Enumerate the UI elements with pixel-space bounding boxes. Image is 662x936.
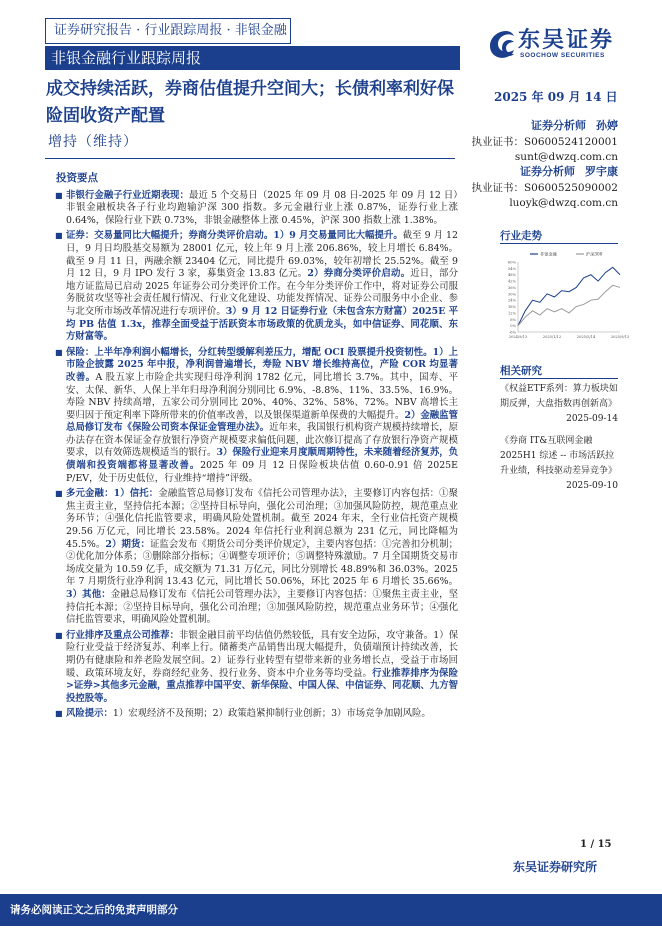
related-date: 2025-09-14: [566, 414, 618, 424]
related-divider: [500, 378, 618, 379]
y-tick-label: 24%: [508, 298, 516, 303]
y-tick-label: 30%: [508, 292, 516, 297]
trend-chart: [500, 248, 630, 348]
related-heading: 相关研究: [500, 365, 542, 377]
report-date: 2025 年 09 月 14 日: [494, 90, 618, 104]
legend-label: 非银金融: [540, 251, 557, 257]
y-tick-label: -6%: [509, 330, 516, 335]
trend-divider: [500, 243, 618, 244]
y-tick-label: 0%: [510, 324, 516, 329]
analyst-name: 孙婷: [596, 119, 618, 132]
analyst-email[interactable]: sunt@dwzq.com.cn: [514, 151, 618, 163]
para-market: ■ 非银行金融子行业近期表现：最近 5 个交易日（2025 年 09 月 08 日-2025 年 09 月 12 日）非银金融板块各子行业均跑输沪深 300 指数。多元金融行业上涨 0.87%，证券行业上涨 0.64%，保险行业下跌 0.73%，非银金融整体上涨 0.45%，沪深 300 指数上涨 1.38%。: [56, 190, 458, 228]
trend-heading: 行业走势: [500, 230, 542, 242]
y-tick-label: 42%: [508, 279, 516, 284]
analyst-license: 执业证书：S0600524120001: [471, 135, 618, 148]
rating: 增持（维持）: [48, 134, 138, 150]
report-tag: 证券研究报告 · 行业跟踪周报 · 非银金融: [45, 18, 291, 44]
analyst-role: 证券分析师: [519, 165, 575, 178]
x-tick-label: 2025/9/13: [610, 335, 630, 339]
report-category: 非银金融行业跟踪周报: [45, 46, 460, 70]
y-tick-label: 6%: [510, 317, 516, 322]
para-securities: ■ 证券：交易量同比大幅提升；券商分类评价启动。1）9 月交易量同比大幅提升。截至 9 月 12 日，9 月日均股基交易额为 28001 亿元，较上年 9 月上涨 206.86%，较上月增长 6.84%。截至 9 月 11 日，两融余额 23404 亿元，同比提升 69.03%，较年初增长 25.52%。截至 9 月 12 日，9 月 IPO 发行 3 家，募集资金 13.83 亿元。2）券商分类评价启动。近日，部分地方证监局已启动 2025 年证券公司分类评价工作。在今年分类评价工作中，将对证券公司服务脱贫攻坚等社会责任履行情况、行业文化建设、功能发挥情况、证券公司服务中小企业、参与北交所市场改革情况进行专项评价。3）9 月 12 日证券行业（未包含东方财富）2025E 平均 PB 估值 1.3x，推荐全面受益于活跃资本市场政策的优质龙头，如中信证券、同花顺、东方财富等。: [56, 230, 458, 343]
y-tick-label: 12%: [508, 311, 516, 316]
analyst-email[interactable]: luoyk@dwzq.com.cn: [509, 197, 618, 209]
para-ranking: ■ 行业排序及重点公司推荐：非银金融目前平均估值仍然较低，具有安全边际，攻守兼备。1）保险行业受益于经济复苏、利率上行。储蓄类产品销售出现大幅提升，负债端预计持续改善，长期仍有健康险和养老险发展空间。2）证券行业转型有望带来新的业务增长点，受益于市场回暖、政策环境友好，券商经纪业务、投行业务、资本中介业务等均受益。行业推荐排序为保险>证券>其他多元金融，重点推荐中国平安、新华保险、中国人保、中信证券、同花顺、九方智投控股等。: [56, 630, 458, 706]
key-points: [56, 172, 458, 724]
analyst-2: [468, 164, 618, 212]
logo-english: SOOCHOW SECURITIES: [520, 52, 605, 59]
related-title[interactable]: 《券商 IT&互联网金融 2025H1 综述 -- 市场活跃拉升业绩，科技驱动差异竞争》: [500, 436, 618, 476]
institute-name: 东吴证券研究所: [513, 860, 598, 874]
y-tick-label: 48%: [508, 273, 516, 278]
related-title[interactable]: 《权益ETF系列：算力板块如期反弹，大盘指数再创新高》: [500, 384, 618, 409]
legend-label: 沪深300: [586, 251, 603, 257]
y-tick-label: 18%: [508, 305, 516, 310]
series-line-nonbank: [518, 267, 620, 325]
x-tick-label: 2025/5/14: [576, 335, 596, 339]
logo-chinese: 东吴证券: [518, 27, 615, 53]
key-points-heading: 投资要点: [56, 172, 98, 184]
para-insurance: ■ 保险：上半年净利润小幅增长，分红转型缓解利差压力，增配 OCI 股票提升投资韧性。1）上市险企披露 2025 年中报，净利润普遍增长，寿险 NBV 增长维持高位，产险 COR 均显著改善。A 股五家上市险企共实现归母净利润 1782 亿元，同比增长 3.7%。其中，国寿、平安、太保、新华、人保上半年归母净利润分别同比 6.9%、-8.8%、11%、33.5%、16.9%。寿险 NBV 持续高增，五家公司分别同比 20%、40%、32%、58%、72%。NBV 高增长主要归因于预定利率下降所带来的价值率改善，以及银保渠道新单保费的大幅提升。2）金融监管总局修订发布《保险公司资本保证金管理办法》。近年来，我国银行机构资产规模持续增长，原办法存在资本保证金存放银行净资产规模要求偏低问题，此次修订提高了存放银行净资产规模要求，以有效筛选规模适当的银行。3）保险行业迎来月度顺周期特性，未来随着经济复苏，负债端和投资端都将显著改善。2025 年 09 月 12 日保险板块估值 0.60-0.91 倍 2025E P/EV，处于历史低位，行业维持“增持”评级。: [56, 347, 458, 486]
related-date: 2025-09-10: [566, 481, 618, 491]
y-tick-label: 60%: [508, 260, 516, 265]
y-tick-label: 36%: [508, 285, 516, 290]
title-divider: [45, 158, 455, 159]
analyst-1: [468, 118, 618, 166]
para-risk: ■ 风险提示：1）宏观经济不及预期；2）政策趋紧抑制行业创新；3）市场竞争加剧风险。: [56, 708, 458, 721]
related-item[interactable]: [500, 382, 618, 427]
report-title: 成交持续活跃，券商估值提升空间大；长债利率利好保险固收资产配置: [46, 79, 454, 126]
disclaimer-footer: 请务必阅读正文之后的免责声明部分: [0, 894, 662, 926]
para-diversified: ■ 多元金融：1）信托：金融监管总局修订发布《信托公司管理办法》，主要修订内容包括：①聚焦主责主业，坚持信托本源；②坚持目标导向，强化公司治理；③加强风险防控，规范重点业务环节；④强化信托监管要求，明确风险处置机制。截至 2024 年末，全行业信托资产规模 29.56 万亿元，同比增长 23.58%。2024 年信托行业利润总额为 231 亿元，同比降幅为 45.5%。2）期货：证监会发布《期货公司分类评价规定》，主要内容包括：①完善扣分机制；②优化加分体系；③删除部分指标；④调整专项评价；⑤调整特殊激励。7 月全国期货交易市场成交量为 10.59 亿手，成交额为 71.31 万亿元，同比分别增长 48.89%和 36.03%。2025 年 7 月期货行业净利润 13.43 亿元，同比增长 50.06%，环比 2025 年 6 月增长 35.66%。3）其他：金融总局修订发布《信托公司管理办法》，主要修订内容包括：①聚焦主责主业，坚持信托本源；②坚持目标导向，强化公司治理；③加强风险防控，规范重点业务环节；④强化信托监管要求，明确风险处置机制。: [56, 488, 458, 627]
x-tick-label: 2025/1/12: [542, 335, 562, 339]
analyst-role: 证券分析师: [530, 119, 586, 132]
analyst-license: 执业证书：S0600525090002: [471, 181, 618, 194]
page-number: 1 / 15: [580, 839, 612, 850]
related-item[interactable]: [500, 434, 618, 494]
y-tick-label: 54%: [508, 266, 516, 271]
analyst-name: 罗宇康: [585, 165, 618, 178]
x-tick-label: 2024/9/13: [508, 335, 528, 339]
